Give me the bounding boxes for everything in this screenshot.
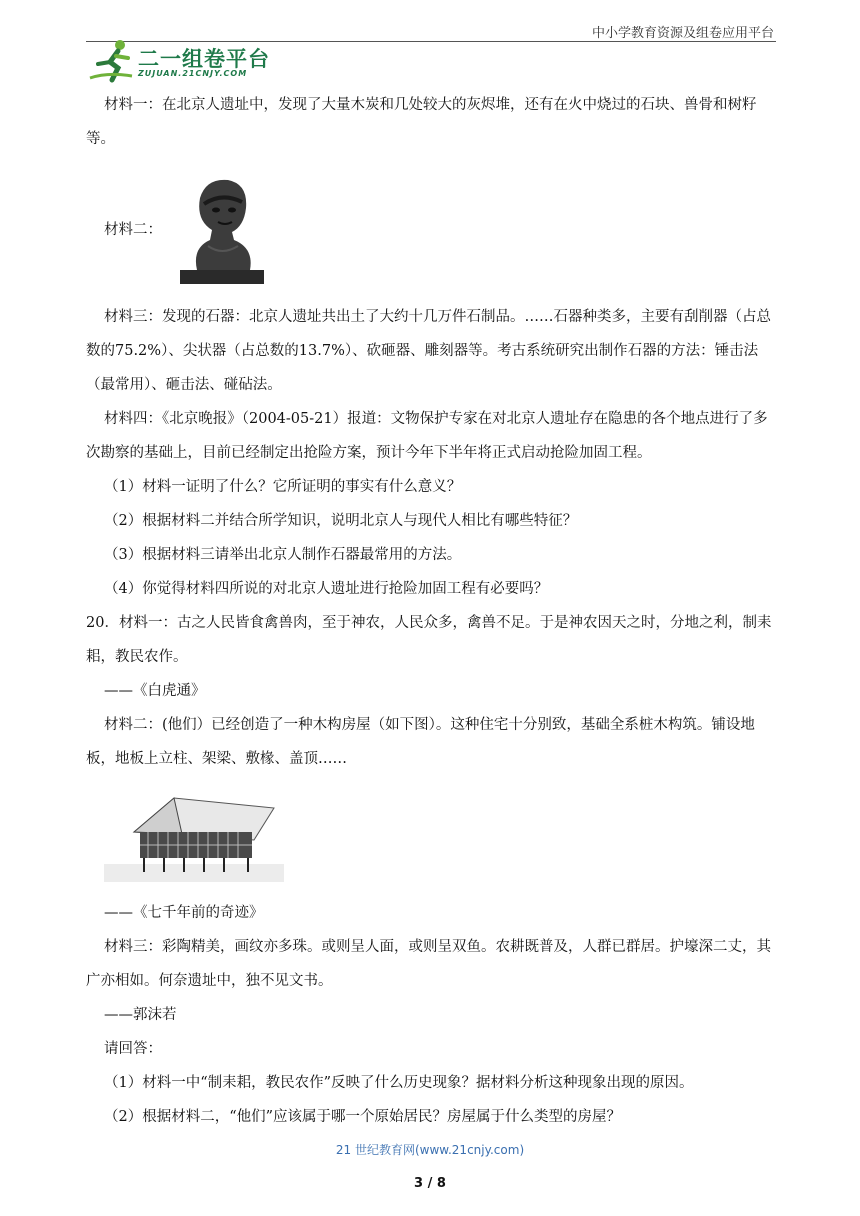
q20-question-1: （1）材料一中“制耒耜，教民农作”反映了什么历史现象？据材料分析这种现象出现的原因。 bbox=[104, 1075, 694, 1091]
peking-man-bust-image bbox=[172, 170, 272, 290]
q19-material-1: 材料一：在北京人遗址中，发现了大量木炭和几处较大的灰烬堆，还有在火中烧过的石块、兽骨和树籽等。 bbox=[86, 97, 757, 147]
q20-material-3: 材料三：彩陶精美，画纹亦多珠。或则呈人面，或则呈双鱼。农耕既普及，人群已群居。护壕深二丈，其广亦相如。何奈遗址中，独不见文书。 bbox=[86, 939, 771, 989]
q19-question-3: （3）根据材料三请举出北京人制作石器最常用的方法。 bbox=[104, 547, 462, 563]
q19-material-2-label: 材料二： bbox=[104, 222, 162, 238]
page-number: 3 / 8 bbox=[414, 1176, 446, 1191]
platform-name: 中小学教育资源及组卷应用平台 bbox=[591, 26, 774, 41]
q19-question-1: （1）材料一证明了什么？它所证明的事实有什么意义？ bbox=[104, 479, 462, 495]
logo bbox=[88, 38, 308, 84]
q19-material-4: 材料四：《北京晚报》（2004-05-21）报道：文物保护专家在对北京人遗址存在隐患的各个地点进行了多次勘察的基础上，目前已经制定出抢险方案，预计今年下半年将正式启动抢险加固工程。 bbox=[86, 411, 768, 461]
q20-material-2-source: ——《七千年前的奇迹》 bbox=[104, 905, 264, 921]
q19-question-2: （2）根据材料二并结合所学知识，说明北京人与现代人相比有哪些特征？ bbox=[104, 513, 578, 529]
q20-material-2: 材料二：(他们）已经创造了一种木构房屋（如下图）。这种住宅十分别致，基础全系桩木构筑。铺设地板，地板上立柱、架梁、敷椽、盖顶…… bbox=[86, 717, 755, 767]
logo-subtext: ZUJUAN.21CNJY.COM bbox=[138, 69, 248, 78]
stilt-house-image bbox=[104, 792, 284, 882]
q20-question-2: （2）根据材料二，“他们”应该属于哪一个原始居民？房屋属于什么类型的房屋？ bbox=[104, 1109, 622, 1125]
footer-site-link[interactable]: 21 世纪教育网(www.21cnjy.com) bbox=[335, 1143, 525, 1157]
q20-material-1-source: ——《白虎通》 bbox=[104, 683, 206, 699]
q19-question-4: （4）你觉得材料四所说的对北京人遗址进行抢险加固工程有必要吗？ bbox=[104, 581, 549, 597]
q20-material-3-source: ——郭沫若 bbox=[104, 1007, 177, 1023]
runner-logo-icon bbox=[88, 38, 136, 84]
q20-prompt: 请回答： bbox=[104, 1041, 162, 1057]
q20-material-1: 20．材料一：古之人民皆食禽兽肉，至于神农，人民众多，禽兽不足。于是神农因天之时，分地之利，制耒耜，教民农作。 bbox=[86, 615, 772, 665]
q19-material-3: 材料三：发现的石器：北京人遗址共出土了大约十几万件石制品。……石器种类多，主要有刮削器（占总数的75.2%）、尖状器（占总数的13.7%）、砍砸器、雕刻器等。考古系统研究出制作石器的方法：锤击法（最常用）、砸击法、碰砧法。 bbox=[86, 309, 771, 393]
page-content bbox=[86, 88, 778, 1134]
logo-text: 二一组卷平台 bbox=[138, 47, 270, 71]
q19-material-2 bbox=[86, 160, 778, 300]
